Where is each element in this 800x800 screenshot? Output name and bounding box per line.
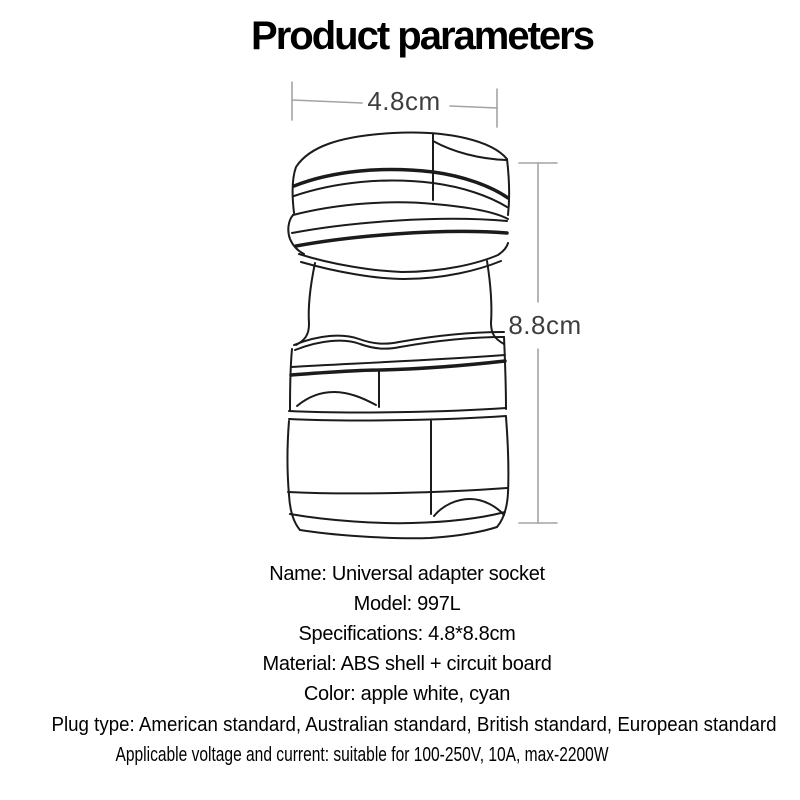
spec-plug-type	[0, 710, 800, 738]
page-title: Product parameters	[251, 14, 593, 58]
adapter-skirt	[289, 337, 506, 420]
spec-plug-type-text: Plug type: American standard, Australian standard, British standard, European standard	[51, 714, 777, 736]
spec-model: Model: 997L	[353, 593, 461, 615]
height-dimension-line	[519, 163, 557, 523]
height-dimension-label: 8.8cm	[508, 310, 582, 340]
spec-material: Material: ABS shell + circuit board	[262, 653, 552, 675]
width-dimension-label: 4.8cm	[367, 86, 441, 116]
adapter-base	[288, 417, 509, 538]
spec-color: Color: apple white, cyan	[303, 683, 511, 705]
spec-specifications: Specifications: 4.8*8.8cm	[298, 623, 516, 645]
spec-voltage-text: Applicable voltage and current: suitable for 100-250V, 10A, max-2200W	[115, 744, 609, 766]
adapter-collar	[288, 215, 508, 279]
spec-voltage	[0, 740, 800, 768]
adapter-body	[294, 261, 504, 350]
adapter-top-cap	[293, 133, 509, 219]
spec-name: Name: Universal adapter socket	[269, 563, 545, 585]
